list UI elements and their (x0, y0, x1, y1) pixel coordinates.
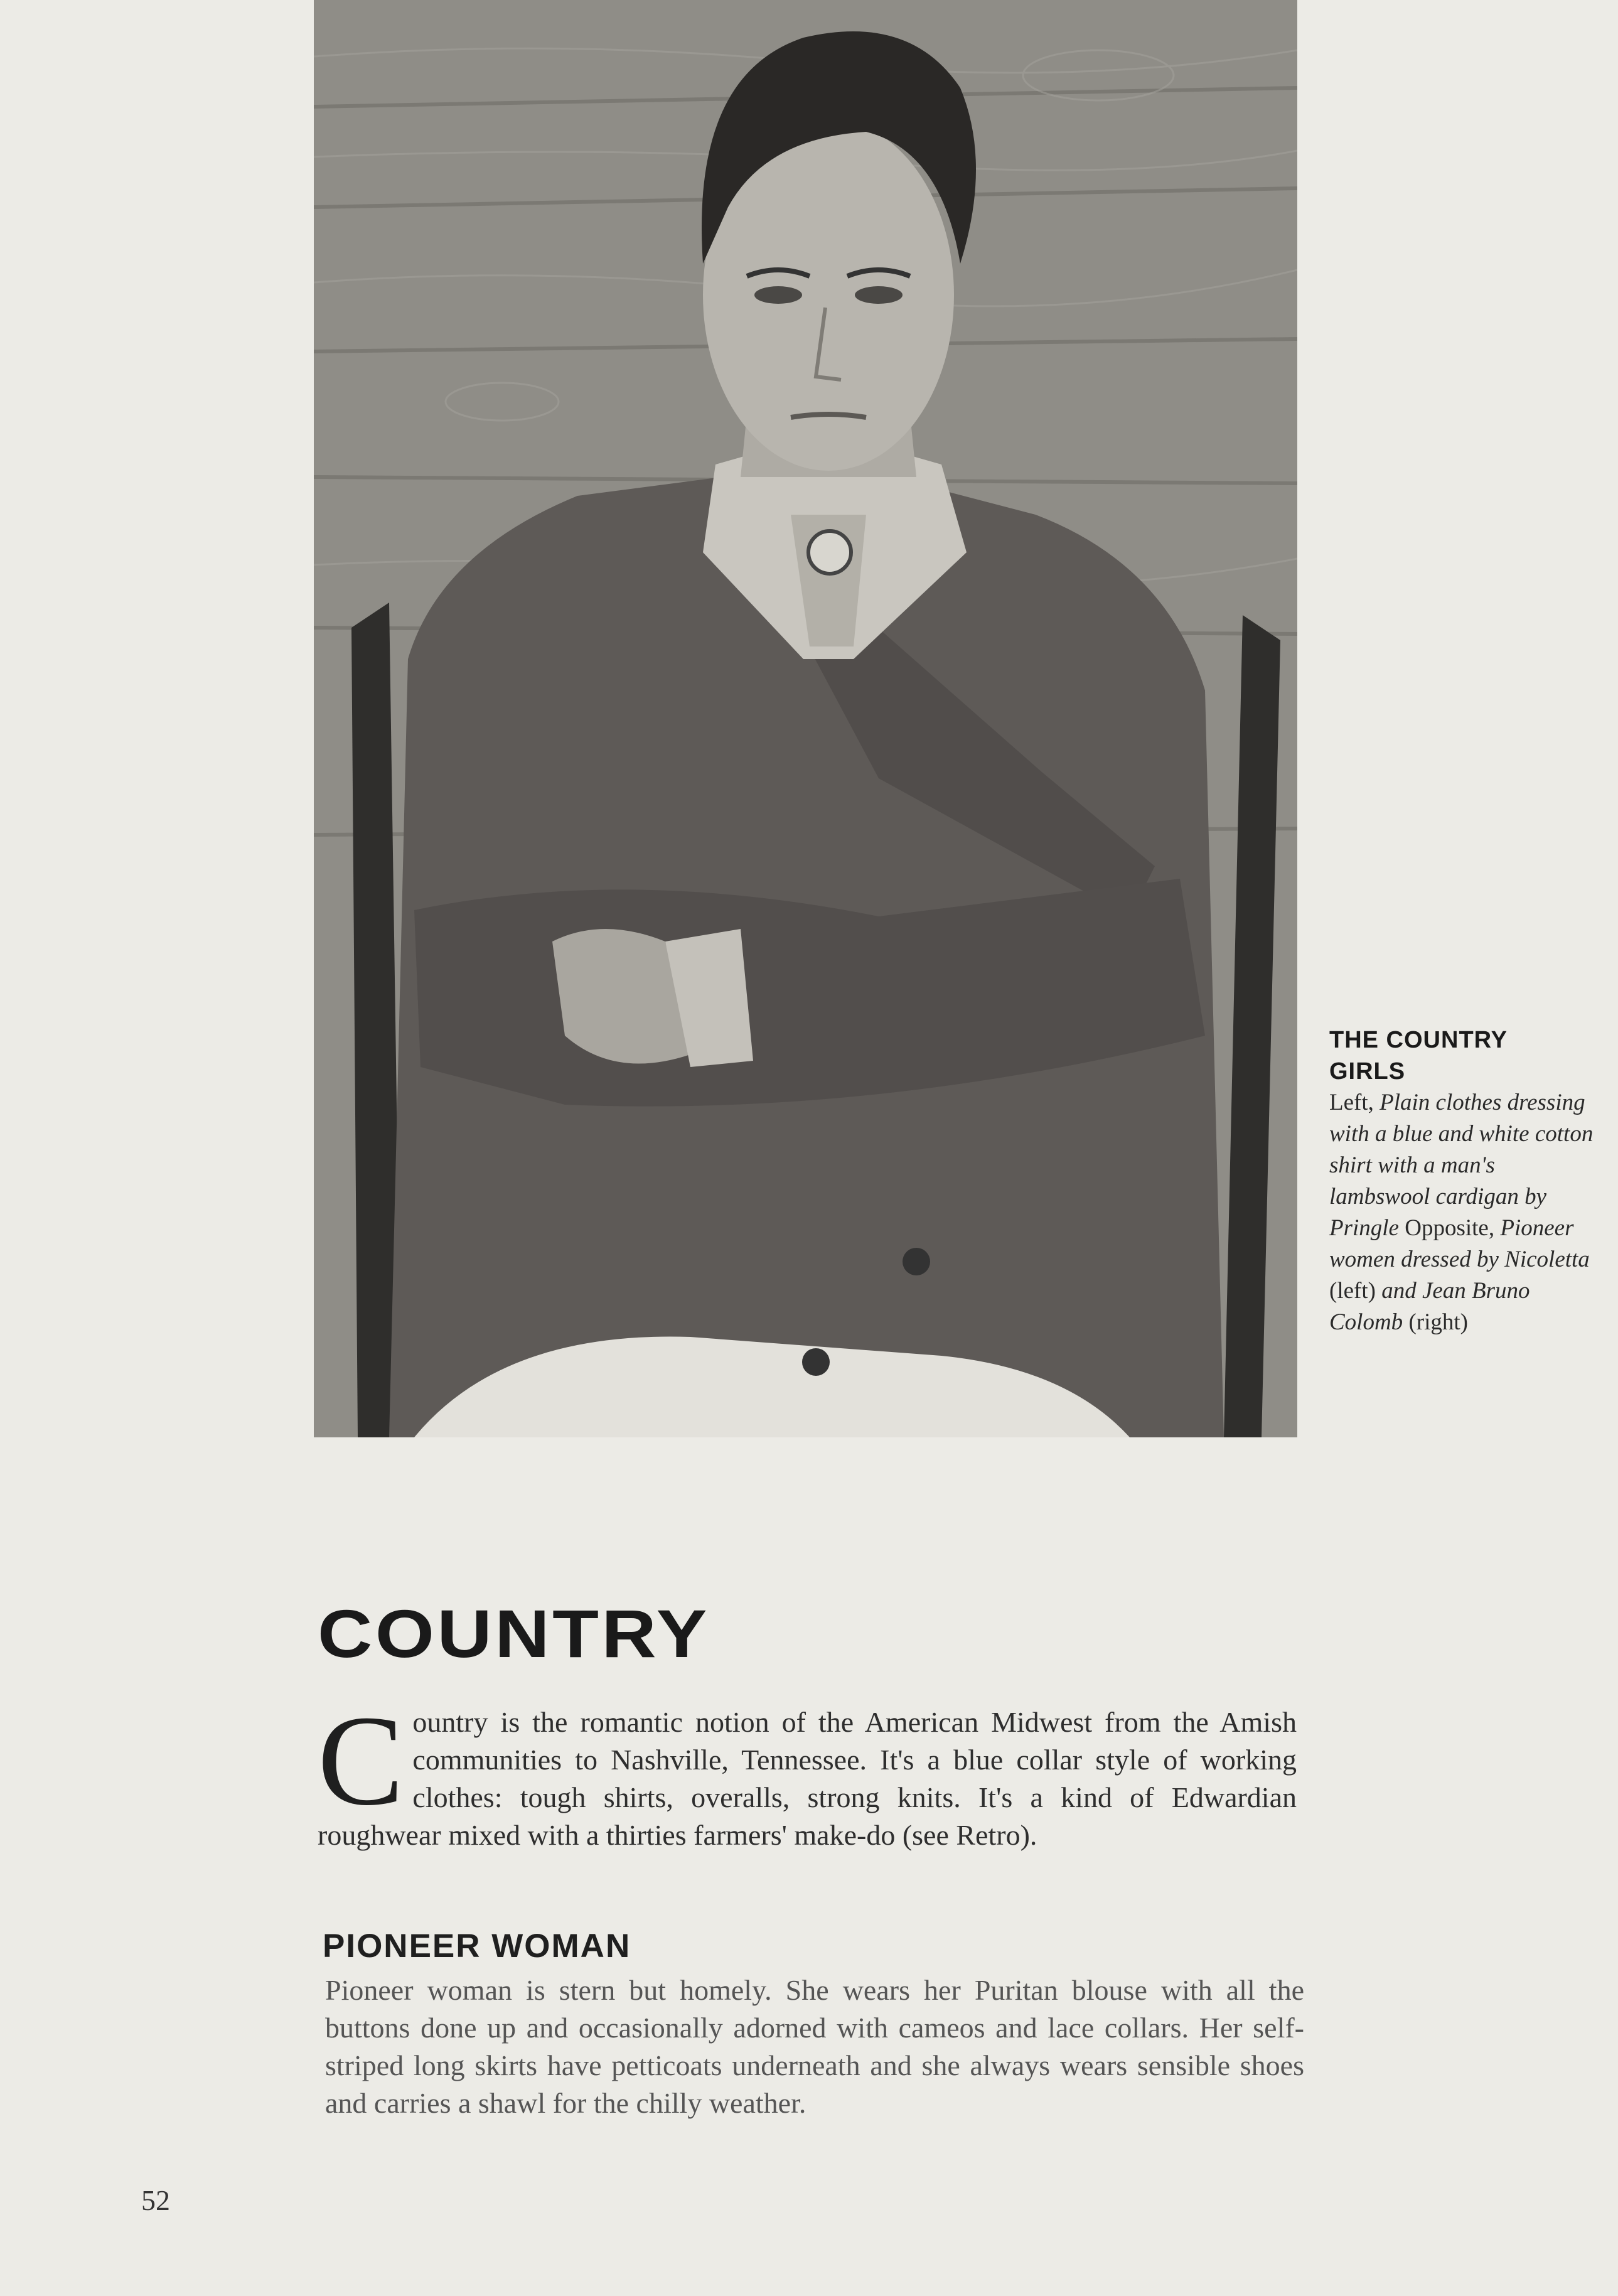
photo-caption (1329, 1024, 1599, 1338)
article-heading: COUNTRY (318, 1596, 710, 1671)
page-number: 52 (141, 2184, 170, 2216)
intro-text: ountry is the romantic notion of the American Midwest from the Amish communities to Nashville, Tennessee. It's a blue collar style of working clothes: tough shirts, overalls, strong knits. It's a kind of Edwardian roughwear mixed with a thirties farmers' make-do (see Retro). (318, 1706, 1297, 1851)
drop-cap: C (318, 1688, 404, 1832)
section-body: Pioneer woman is stern but homely. She wears her Puritan blouse with all the buttons done up and occasionally adorned with cameos and lace collars. Her self-striped long skirts have petticoats underneath and she always wears sensible shoes and carries a shawl for the chilly weather. (325, 1974, 1304, 2119)
photo-illustration (314, 0, 1297, 1437)
caption-left-paren: (left) (1329, 1278, 1376, 1304)
caption-opposite-text-2: and Jean Bruno Colomb (1329, 1278, 1530, 1335)
caption-left-text: Plain clothes dressing with a blue and white cotton shirt with a man's lambswool cardigan by Pringle (1329, 1090, 1594, 1241)
caption-title: THE COUNTRY GIRLS (1329, 1027, 1508, 1085)
caption-opposite-text-1: Pioneer women dressed by Nicoletta (1329, 1215, 1590, 1272)
caption-body (1329, 1087, 1599, 1338)
portrait-photo (314, 0, 1297, 1437)
caption-left-label: Left, (1329, 1090, 1374, 1115)
caption-right-paren: (right) (1408, 1309, 1468, 1335)
intro-paragraph (318, 1688, 1297, 1854)
section-subheading: PIONEER WOMAN (323, 1928, 631, 1965)
caption-opposite-label: Opposite, (1405, 1215, 1495, 1241)
